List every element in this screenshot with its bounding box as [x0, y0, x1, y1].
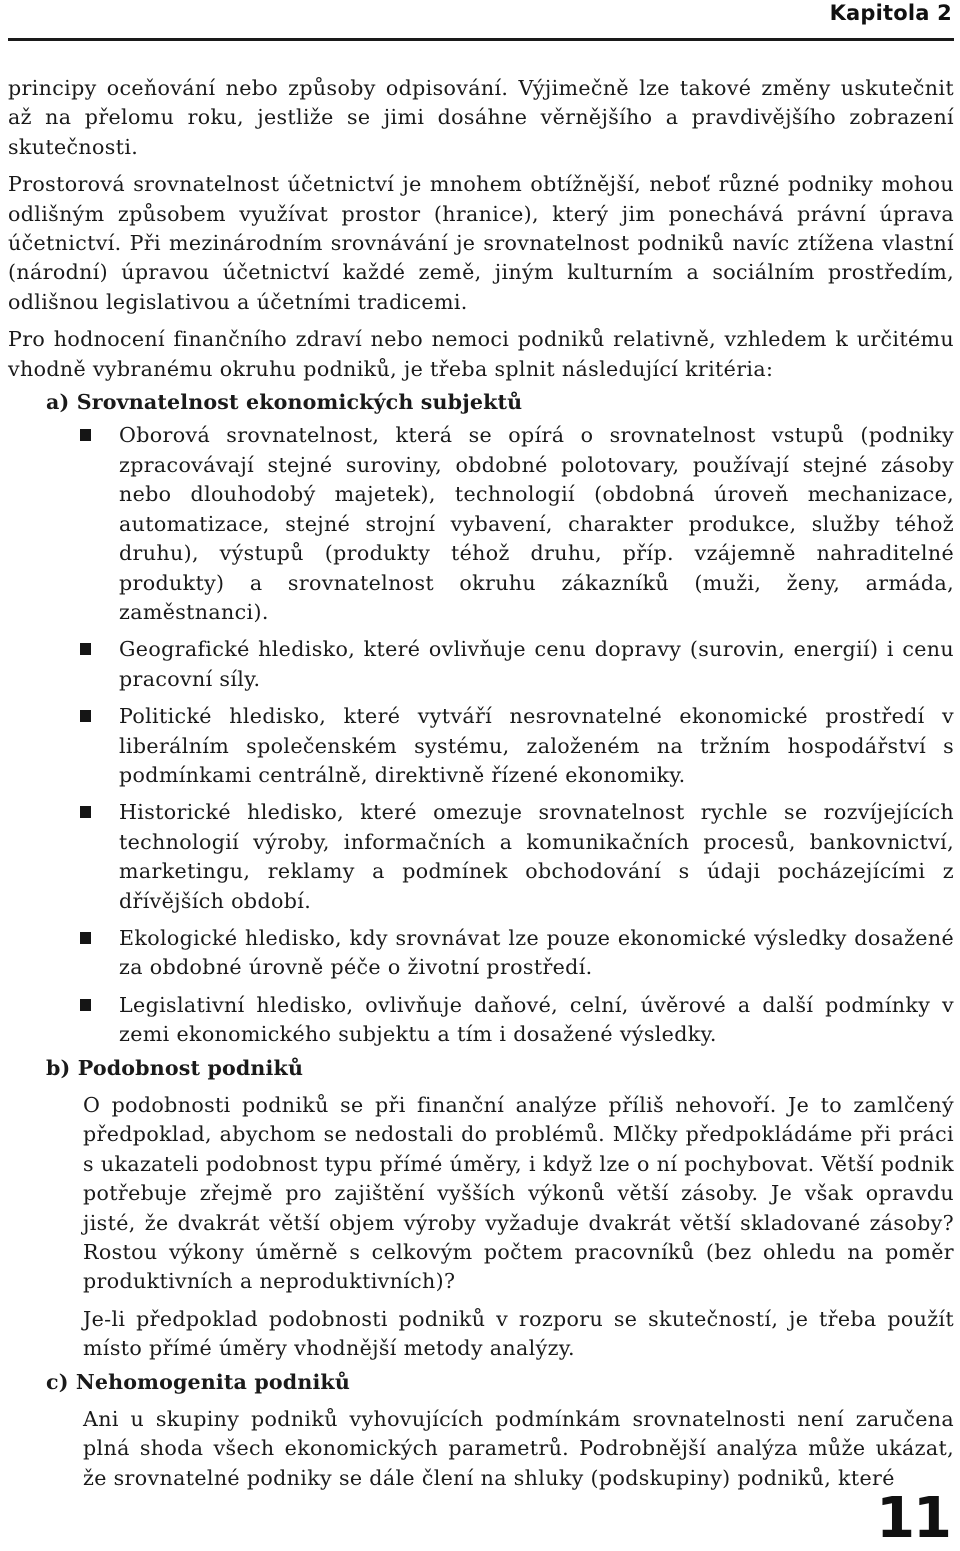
square-bullet-icon	[80, 999, 91, 1011]
list-item-text: Geografické hledisko, které ovlivňuje cenu dopravy (surovin, energií) i cenu pracovní síly.	[119, 637, 954, 691]
list-item	[119, 635, 954, 694]
page-number: 11	[876, 1486, 950, 1551]
square-bullet-icon	[80, 932, 91, 944]
section-a-heading: a) Srovnatelnost ekonomických subjektů	[46, 390, 523, 415]
list-item	[119, 798, 954, 916]
section-b-heading: b) Podobnost podniků	[46, 1055, 304, 1080]
list-item	[119, 421, 954, 627]
section-b-paragraph-2: Je-li předpoklad podobnosti podniků v rozporu se skutečností, je třeba použít místo přímé úměry vhodnější metody analýzy.	[83, 1306, 954, 1361]
square-bullet-icon	[80, 710, 91, 722]
list-item-text: Ekologické hledisko, kdy srovnávat lze pouze ekonomické výsledky dosažené za obdobné úrovně péče o životní prostředí.	[119, 925, 954, 980]
square-bullet-icon	[80, 806, 91, 818]
list-item-text: Politické hledisko, které vytváří nesrovnatelné ekonomické prostředí v liberálním společenském systému, založeném na tržním hospodářství s podmínkami centrálně, direktivně řízené ekonomiky.	[119, 704, 954, 787]
section-b-paragraph-1: O podobnosti podniků se při finanční analýze příliš nehovoří. Je to zamlčený předpoklad, abychom se nedostali do problémů. Mlčky předpokládáme při práci s ukazateli podobnost typu přímé úměry, i když lze o ní pochybovat. Větší podnik potřebuje zřejmě pro zajištění vyšších výkonů větší zásoby. Je však opravdu jisté, že dvakrát větší objem výroby vyžaduje dvakrát větší skladované zásoby? Rostou výkony úměrně s celkovým počtem pracovníků (bez ohledu na poměr produktivních a neproduktivních)?	[83, 1093, 954, 1294]
list-item-text: Legislativní hledisko, ovlivňuje daňové, celní, úvěrové a další podmínky v zemi ekonomického subjektu a tím i dosažené výsledky.	[119, 992, 954, 1047]
criteria-list	[8, 421, 954, 1049]
section-c-paragraph-1: Ani u skupiny podniků vyhovujících podmínkám srovnatelnosti není zaručena plná shoda všech ekonomických parametrů. Podrobnější analýza může ukázat, že srovnatelné podniky se dále člení na shluky (podskupiny) podniků, které	[83, 1407, 954, 1490]
list-item-text: Historické hledisko, které omezuje srovnatelnost rychle se rozvíjejících technologií výroby, informačních a komunikačních procesů, bankovnictví, marketingu, reklamy a podmínek obchodování s údaji pocházejícími z dřívějších období.	[119, 800, 954, 913]
paragraph-3: Pro hodnocení finančního zdraví nebo nemoci podniků relativně, vzhledem k určitému vhodně vybranému okruhu podniků, je třeba splnit následující kritéria:	[8, 327, 954, 381]
paragraph-1: principy oceňování nebo způsoby odpisování. Výjimečně lze takové změny uskutečnit až na přelomu roku, jestliže se jimi dosáhne věrnějšího a pravdivějšího zobrazení skutečnosti.	[8, 76, 954, 159]
list-item-text: Oborová srovnatelnost, která se opírá o srovnatelnost vstupů (podniky zpracovávají stejné suroviny, obdobné polotovary, používají stejné zásoby nebo dlouhodobý majetek), technologií (obdobná úroveň mechanizace, automatizace, stejné strojní vybavení, charakter produkce, služby téhož druhu), výstupů (produkty téhož druhu, příp. vzájemně nahraditelné produkty) a srovnatelnost okruhu zákazníků (muži, ženy, armáda, zaměstnanci).	[119, 423, 954, 624]
list-item	[119, 991, 954, 1050]
header-rule	[8, 38, 954, 41]
list-item	[119, 924, 954, 983]
section-c-heading: c) Nehomogenita podniků	[46, 1369, 350, 1394]
paragraph-2: Prostorová srovnatelnost účetnictví je mnohem obtížnější, neboť různé podniky mohou odlišným způsobem využívat prostor (hranice), který jim ponechává právní úprava účetnictví. Při mezinárodním srovnávání je srovnatelnost podniků navíc ztížena vlastní (národní) úpravou účetnictví každé země, jiným kulturním a sociálním prostředím, odlišnou legislativou a účetními tradicemi.	[8, 172, 954, 314]
page-body	[8, 74, 954, 1493]
chapter-header: Kapitola 2	[829, 1, 952, 25]
list-item	[119, 702, 954, 790]
square-bullet-icon	[80, 643, 91, 655]
square-bullet-icon	[80, 429, 91, 441]
